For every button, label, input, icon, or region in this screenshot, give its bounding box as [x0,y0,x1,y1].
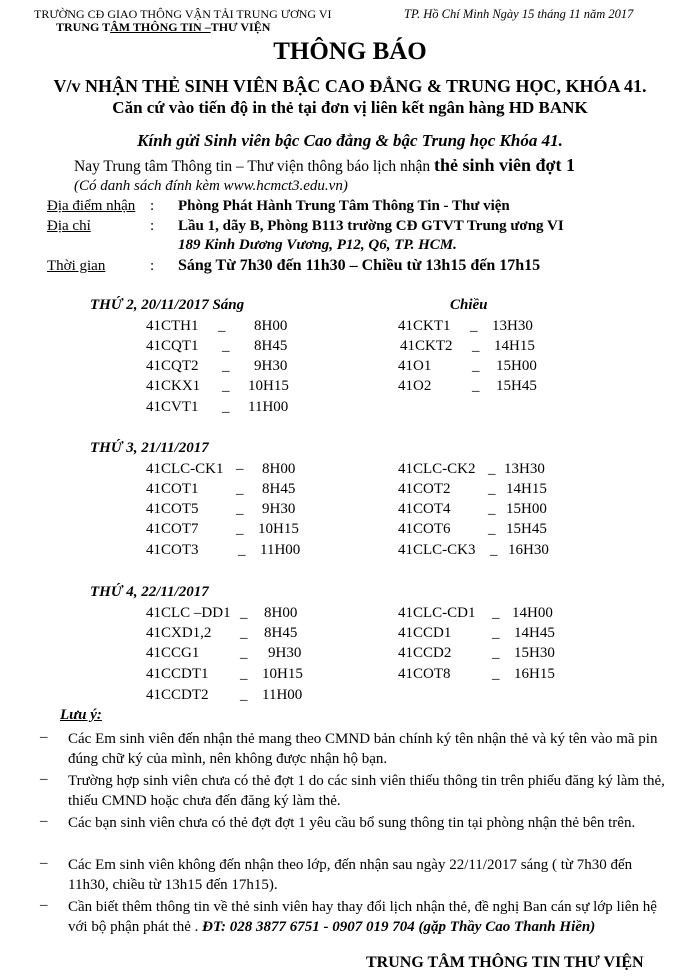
afternoon-label: Chiều [450,297,488,313]
schedule-class: 41CLC-CK3 [398,542,476,558]
schedule-time: 15H45 [506,521,547,537]
schedule-time: 13H30 [492,318,533,334]
schedule-time: 14H00 [512,605,553,621]
schedule-sep: _ [236,501,244,517]
note-dash: – [40,771,48,787]
schedule-time: 9H30 [268,645,302,661]
schedule-class: 41CTH1 [146,318,199,334]
schedule-time: 9H30 [262,501,296,517]
schedule-sep: _ [240,666,248,682]
schedule-sep: _ [472,378,480,394]
schedule-sep: _ [472,358,480,374]
schedule-class: 41CCDT1 [146,666,209,682]
org-dept-part1: TRUNG T [56,20,111,34]
schedule-sep: _ [240,645,248,661]
schedule-sep: _ [236,481,244,497]
schedule-time: 16H30 [508,542,549,558]
schedule-class: 41CKX1 [146,378,201,394]
schedule-class: 41CCG1 [146,645,200,661]
schedule-time: 8H00 [264,605,298,621]
schedule-time: 8H00 [254,318,288,334]
org-dept-part3: THƯ VIỆN [210,20,271,34]
org-department [56,20,270,35]
address-colon: : [150,218,155,234]
schedule-sep: – [236,461,244,477]
note-dash: – [40,729,48,745]
schedule-class: 41CQT2 [146,358,199,374]
schedule-class: 41CCDT2 [146,687,209,703]
day-title: THỨ 2, 20/11/2017 Sáng [90,297,245,313]
schedule-class: 41COT8 [398,666,451,682]
schedule-sep: _ [488,461,496,477]
note-item-contact [68,897,668,937]
schedule-class: 41COT6 [398,521,451,537]
address-label: Địa chỉ [47,218,91,234]
attachment-note: (Có danh sách đính kèm www.hcmct3.edu.vn) [74,178,348,194]
org-name: TRƯỜNG CĐ GIAO THÔNG VẬN TẢI TRUNG ƯƠNG VI [34,7,332,21]
schedule-sep: _ [488,481,496,497]
schedule-class: 41O2 [398,378,432,394]
schedule-sep: _ [238,542,246,558]
schedule-class: 41CLC-CK1 [146,461,224,477]
note-dash: – [40,813,48,829]
day-title: THỨ 3, 21/11/2017 [90,440,209,456]
schedule-sep: _ [492,605,500,621]
schedule-sep: _ [222,338,230,354]
intro-bold: thẻ sinh viên đợt 1 [434,155,576,175]
document-title: THÔNG BÁO [273,38,427,65]
schedule-class: 41CVT1 [146,399,199,415]
location-value: Phòng Phát Hành Trung Tâm Thông Tin - Thư viện [178,198,510,214]
schedule-time: 15H00 [496,358,537,374]
date-place: TP. Hồ Chí Minh Ngày 15 tháng 11 năm 2017 [404,7,634,21]
schedule-sep: _ [488,501,496,517]
schedule-sep: _ [222,358,230,374]
schedule-sep: _ [236,521,244,537]
schedule-sep: _ [472,338,480,354]
schedule-time: 8H45 [264,625,298,641]
schedule-time: 11H00 [262,687,303,703]
schedule-sep: _ [492,666,500,682]
schedule-sep: _ [240,687,248,703]
schedule-time: 11H00 [248,399,289,415]
org-dept-part2: ÂM THÔNG TIN – [110,20,211,34]
note-dash: – [40,897,48,913]
schedule-time: 11H00 [260,542,301,558]
schedule-sep: _ [240,605,248,621]
schedule-class: 41CQT1 [146,338,199,354]
time-colon: : [150,258,155,274]
schedule-class: 41COT3 [146,542,199,558]
schedule-class: 41COT2 [398,481,451,497]
schedule-class: 41CCD2 [398,645,452,661]
greeting: Kính gửi Sinh viên bậc Cao đẳng & bậc Trung học Khóa 41. [137,131,563,150]
schedule-class: 41O1 [398,358,432,374]
address-value-line2: 189 Kinh Dương Vương, P12, Q6, TP. HCM. [178,237,457,253]
intro-line [74,155,575,176]
schedule-time: 10H15 [262,666,303,682]
schedule-time: 8H45 [254,338,288,354]
schedule-time: 9H30 [254,358,288,374]
schedule-class: 41CLC-CD1 [398,605,476,621]
schedule-time: 8H00 [262,461,296,477]
document-subject: V/v NHẬN THẺ SINH VIÊN BẬC CAO ĐẲNG & TRUNG HỌC, KHÓA 41. [53,76,647,96]
schedule-class: 41COT1 [146,481,199,497]
note-contact-text: Cần biết thêm thông tin về thẻ sinh viên hay thay đổi lịch nhận thẻ, đề nghị Ban cán sự lớp liên hệ với bộ phận phát thẻ . [68,899,657,935]
note-dash: – [40,855,48,871]
schedule-sep: _ [222,378,230,394]
notes-title: Lưu ý: [60,707,102,723]
time-value: Sáng Từ 7h30 đến 11h30 – Chiều từ 13h15 đến 17h15 [178,257,541,274]
schedule-time: 15H45 [496,378,537,394]
intro-text: Nay Trung tâm Thông tin – Thư viện thông báo lịch nhận [74,158,431,175]
schedule-sep: _ [490,542,498,558]
schedule-class: 41CLC –DD1 [146,605,231,621]
schedule-class: 41COT7 [146,521,199,537]
signature: TRUNG TÂM THÔNG TIN THƯ VIỆN [366,954,644,971]
schedule-sep: _ [488,521,496,537]
schedule-time: 10H15 [248,378,289,394]
schedule-class: 41CXD1,2 [146,625,212,641]
schedule-class: 41CKT1 [398,318,451,334]
note-contact-phone: ĐT: 028 3877 6751 - 0907 019 704 (gặp Thầy Cao Thanh Hiền) [202,919,596,935]
note-item: Các bạn sinh viên chưa có thẻ đợt đợt 1 yêu cầu bổ sung thông tin tại phòng nhận thẻ bên trên. [68,815,636,831]
location-colon: : [150,198,155,214]
document-basis: Căn cứ vào tiến độ in thẻ tại đơn vị liên kết ngân hàng HD BANK [112,98,588,117]
schedule-class: 41CLC-CK2 [398,461,476,477]
schedule-sep: _ [492,645,500,661]
schedule-class: 41CKT2 [400,338,453,354]
schedule-sep: _ [470,318,478,334]
day-title: THỨ 4, 22/11/2017 [90,584,209,600]
schedule-sep: _ [492,625,500,641]
note-item: Các Em sinh viên đến nhận thẻ mang theo CMND bản chính ký tên nhận thẻ và ký tên vào mã pin đúng chữ ký của mình, nên không được nhận hộ bạn. [68,731,658,767]
schedule-time: 14H15 [494,338,535,354]
schedule-time: 8H45 [262,481,296,497]
schedule-class: 41CCD1 [398,625,452,641]
schedule-class: 41COT4 [398,501,451,517]
schedule-sep: _ [218,318,226,334]
location-label: Địa điểm nhận [47,198,136,214]
address-value-line1: Lầu 1, dãy B, Phòng B113 trường CĐ GTVT Trung ương VI [178,218,564,234]
note-item: Các Em sinh viên không đến nhận theo lớp, đến nhận sau ngày 22/11/2017 sáng ( từ 7h30 đến 11h30, chiều từ 13h15 đến 17h15). [68,857,633,893]
note-item: Trường hợp sinh viên chưa có thẻ đợt 1 do các sinh viên thiếu thông tin trên phiếu đăng ký làm thẻ, thiếu CMND hoặc chưa đến đăng ký làm thẻ. [68,773,665,809]
schedule-time: 10H15 [258,521,299,537]
schedule-sep: _ [222,399,230,415]
schedule-time: 15H00 [506,501,547,517]
schedule-time: 14H45 [514,625,555,641]
schedule-sep: _ [240,625,248,641]
schedule-time: 14H15 [506,481,547,497]
schedule-class: 41COT5 [146,501,199,517]
schedule-time: 16H15 [514,666,555,682]
time-label: Thời gian [47,258,106,274]
schedule-time: 13H30 [504,461,545,477]
schedule-time: 15H30 [514,645,555,661]
